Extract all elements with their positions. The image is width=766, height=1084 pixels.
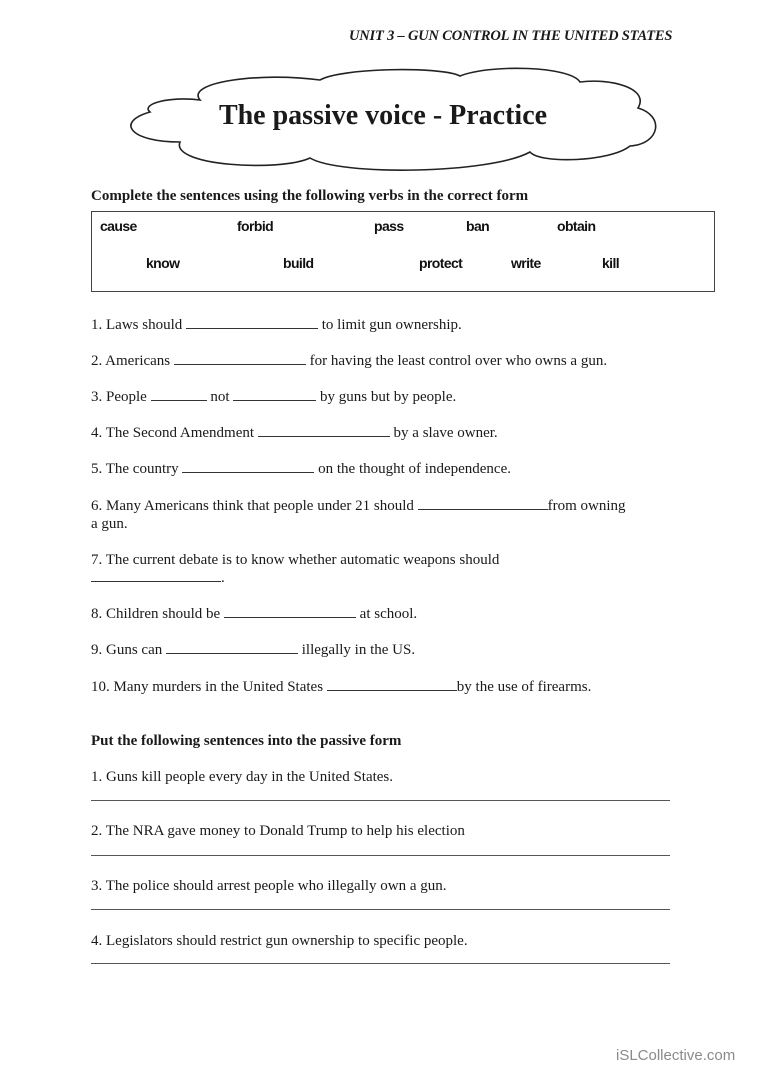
answer-blank[interactable] bbox=[258, 424, 390, 437]
answer-blank[interactable] bbox=[151, 388, 207, 401]
answer-blank[interactable] bbox=[418, 497, 548, 510]
answer-blank[interactable] bbox=[327, 678, 457, 691]
verb-cause: cause bbox=[100, 218, 137, 234]
exercise1-item-7 bbox=[91, 551, 499, 587]
answer-line[interactable] bbox=[91, 963, 670, 964]
sentence-text: 9. Guns can bbox=[91, 642, 166, 658]
sentence-text: 5. The country bbox=[91, 461, 183, 477]
verb-box bbox=[91, 211, 715, 292]
sentence-text: a gun. bbox=[91, 516, 128, 532]
section2-instruction: Put the following sentences into the passive form bbox=[91, 733, 402, 749]
sentence-text: 2. Americans bbox=[91, 353, 174, 369]
page-title-text: The passive voice - Practice bbox=[218, 100, 548, 131]
sentence-text: for having the least control over who owns a gun. bbox=[305, 353, 608, 369]
verb-build: build bbox=[283, 255, 314, 271]
sentence-text: to limit gun ownership. bbox=[318, 317, 462, 333]
exercise2-item-3: 3. The police should arrest people who illegally own a gun. bbox=[91, 878, 447, 894]
sentence-text: 3. People bbox=[91, 389, 151, 405]
sentence-text: 10. Many murders in the United States bbox=[91, 679, 327, 695]
answer-blank[interactable] bbox=[174, 352, 306, 365]
sentence-text: by the use of firearms. bbox=[456, 679, 592, 695]
sentence-text: 7. The current debate is to know whether automatic weapons should bbox=[91, 552, 500, 568]
verb-pass: pass bbox=[374, 218, 404, 234]
sentence-text: illegally in the US. bbox=[298, 642, 416, 658]
exercise2-item-4: 4. Legislators should restrict gun ownership to specific people. bbox=[91, 933, 468, 949]
sentence-text: 1. Laws should bbox=[91, 317, 186, 333]
verb-write: write bbox=[511, 255, 541, 271]
sentence-text: not bbox=[206, 389, 234, 405]
answer-line[interactable] bbox=[91, 855, 670, 856]
verb-kill: kill bbox=[602, 255, 620, 271]
sentence-text: from owning bbox=[547, 498, 626, 514]
answer-blank[interactable] bbox=[224, 605, 356, 618]
sentence-text: on the thought of independence. bbox=[314, 461, 511, 477]
verb-protect: protect bbox=[419, 255, 463, 271]
exercise1-item-3 bbox=[91, 388, 456, 406]
sentence-text: 8. Children should be bbox=[91, 606, 224, 622]
watermark: iSLCollective.com bbox=[616, 1047, 736, 1064]
answer-line[interactable] bbox=[91, 800, 670, 801]
section1-instruction: Complete the sentences using the following verbs in the correct form bbox=[91, 188, 529, 204]
exercise1-item-6 bbox=[91, 497, 626, 533]
sentence-text: at school. bbox=[355, 606, 418, 622]
sentence-text: by a slave owner. bbox=[389, 425, 498, 441]
answer-blank[interactable] bbox=[91, 569, 221, 582]
answer-line[interactable] bbox=[91, 909, 670, 910]
answer-blank[interactable] bbox=[166, 641, 298, 654]
exercise2-item-1: 1. Guns kill people every day in the United States. bbox=[91, 769, 394, 785]
answer-blank[interactable] bbox=[182, 460, 314, 473]
sentence-text: . bbox=[221, 570, 225, 586]
exercise1-item-8 bbox=[91, 605, 417, 623]
page-title bbox=[0, 100, 766, 132]
exercise1-item-1 bbox=[91, 316, 462, 334]
sentence-text: by guns but by people. bbox=[316, 389, 457, 405]
sentence-text: 4. The Second Amendment bbox=[91, 425, 258, 441]
exercise2-item-2: 2. The NRA gave money to Donald Trump to help his election bbox=[91, 823, 465, 839]
exercise1-item-4 bbox=[91, 424, 498, 442]
unit-header: UNIT 3 – GUN CONTROL IN THE UNITED STATES bbox=[349, 28, 673, 44]
sentence-text: 6. Many Americans think that people under 21 should bbox=[91, 498, 418, 514]
exercise1-item-2 bbox=[91, 352, 607, 370]
answer-blank[interactable] bbox=[186, 316, 318, 329]
verb-know: know bbox=[146, 255, 180, 271]
exercise1-item-9 bbox=[91, 641, 415, 659]
exercise1-item-10 bbox=[91, 678, 591, 696]
verb-obtain: obtain bbox=[557, 218, 596, 234]
verb-forbid: forbid bbox=[237, 218, 274, 234]
exercise1-item-5 bbox=[91, 460, 511, 478]
verb-ban: ban bbox=[466, 218, 490, 234]
answer-blank[interactable] bbox=[233, 388, 316, 401]
